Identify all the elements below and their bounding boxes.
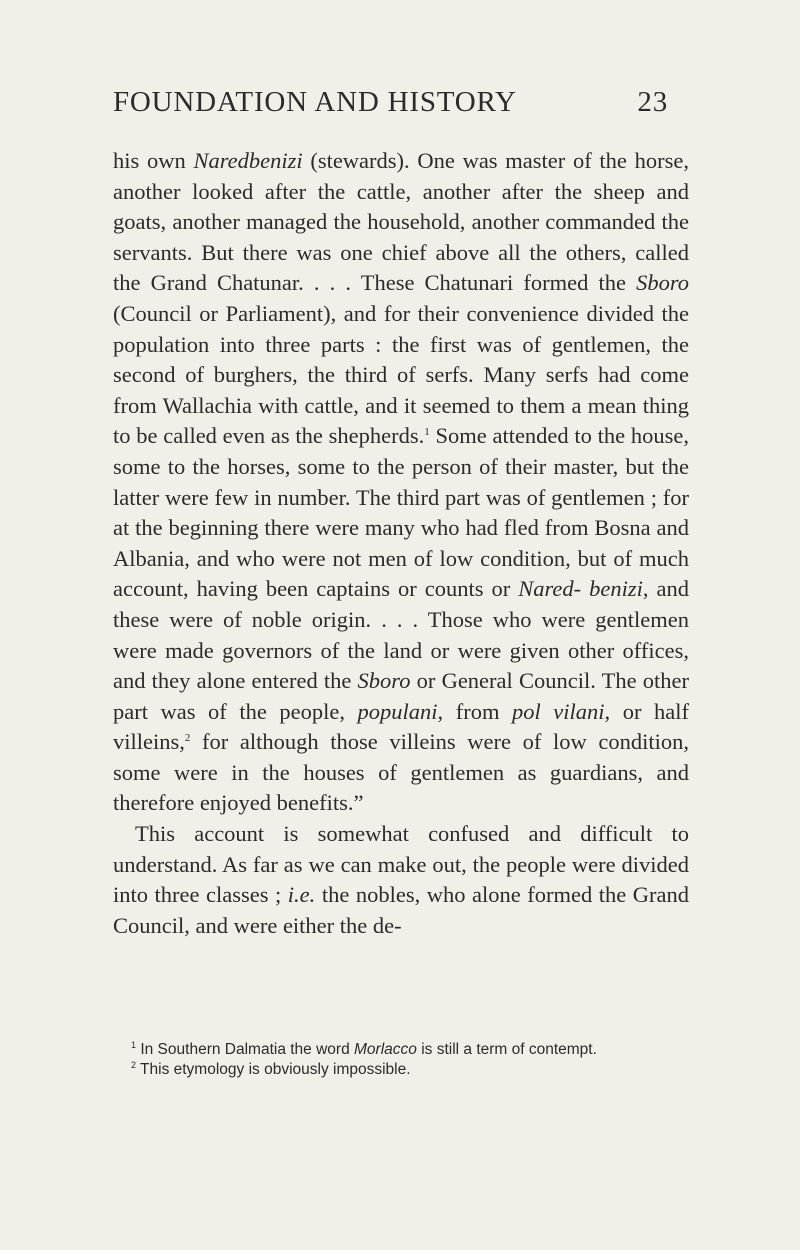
text-run: (stewards). One was master of the horse, another looked after the cattle, another after the sheep and goats, another managed the household, another commanded the servants. But there was one chief above all the others, called the Grand Chatunar. . . . These Chatunari formed the [113,148,689,296]
italic-term: Naredbenizi [193,148,303,173]
footnote-2 [113,1060,689,1080]
paragraph-1 [113,146,689,819]
page-number: 23 [637,86,668,118]
text-run: the nobles, who alone formed the Grand Council, and were either the de- [113,882,689,938]
main-text [113,146,689,941]
footnotes [113,1040,689,1080]
running-header [113,86,668,119]
italic-term: populani [357,698,438,724]
footnote-text: This etymology is obviously impossible. [140,1061,411,1078]
paragraph-2 [113,819,689,941]
footnote-mark: 1 [131,1040,137,1050]
footnote-ref-2[interactable]: 2 [184,732,191,745]
footnote-text: In Southern Dalmatia the word [140,1041,354,1058]
text-run: his own [113,148,194,173]
footnote-ref-1[interactable]: 1 [424,426,430,439]
italic-term: Sboro [357,668,411,694]
footnote-mark: 2 [131,1060,137,1070]
italic-term: pol vilani [512,698,605,724]
text-run: This account is somewhat confused and difficult to understand. As far as we can make out, the people were divided into three classes ; [113,821,689,908]
running-title: FOUNDATION AND HISTORY [113,86,517,118]
text-run: (Council or Parliament), and for their convenience divided the population into three parts : the first was of gentlemen, the second of burghers, the third of serfs. Many serfs had come from Wallachia with cattle, and it seemed to them a mean thing to be called even as the shepherds. [113,300,689,449]
text-run: Some attended to the house, some to the horses, some to the person of their master, but the latter were few in number. The third part was of gentlemen ; for at the beginning there were many who had fled from Bosna and Albania, and who were not men of low condition, but of much account, having been captains or counts or [113,423,689,602]
text-run: , or half villeins, [113,698,689,755]
italic-term: Nared- benizi [518,576,643,602]
italic-term: i.e. [287,882,316,908]
text-run: for although those villeins were of low condition, some were in the houses of gentlemen as guardians, and therefore enjoyed benefits.” [113,729,689,816]
text-run: , from [437,698,512,724]
footnote-text: is still a term of contempt. [416,1041,597,1058]
text-run: , and these were of noble origin. . . . Those who were gentlemen were made governors of the land or were given other offices, and they alone entered the [113,576,689,694]
footnote-1 [113,1040,689,1060]
italic-term: Sboro [636,270,689,296]
footnote-italic: Morlacco [354,1041,417,1058]
text-run: or General Council. The other part was of the people, [113,668,689,724]
